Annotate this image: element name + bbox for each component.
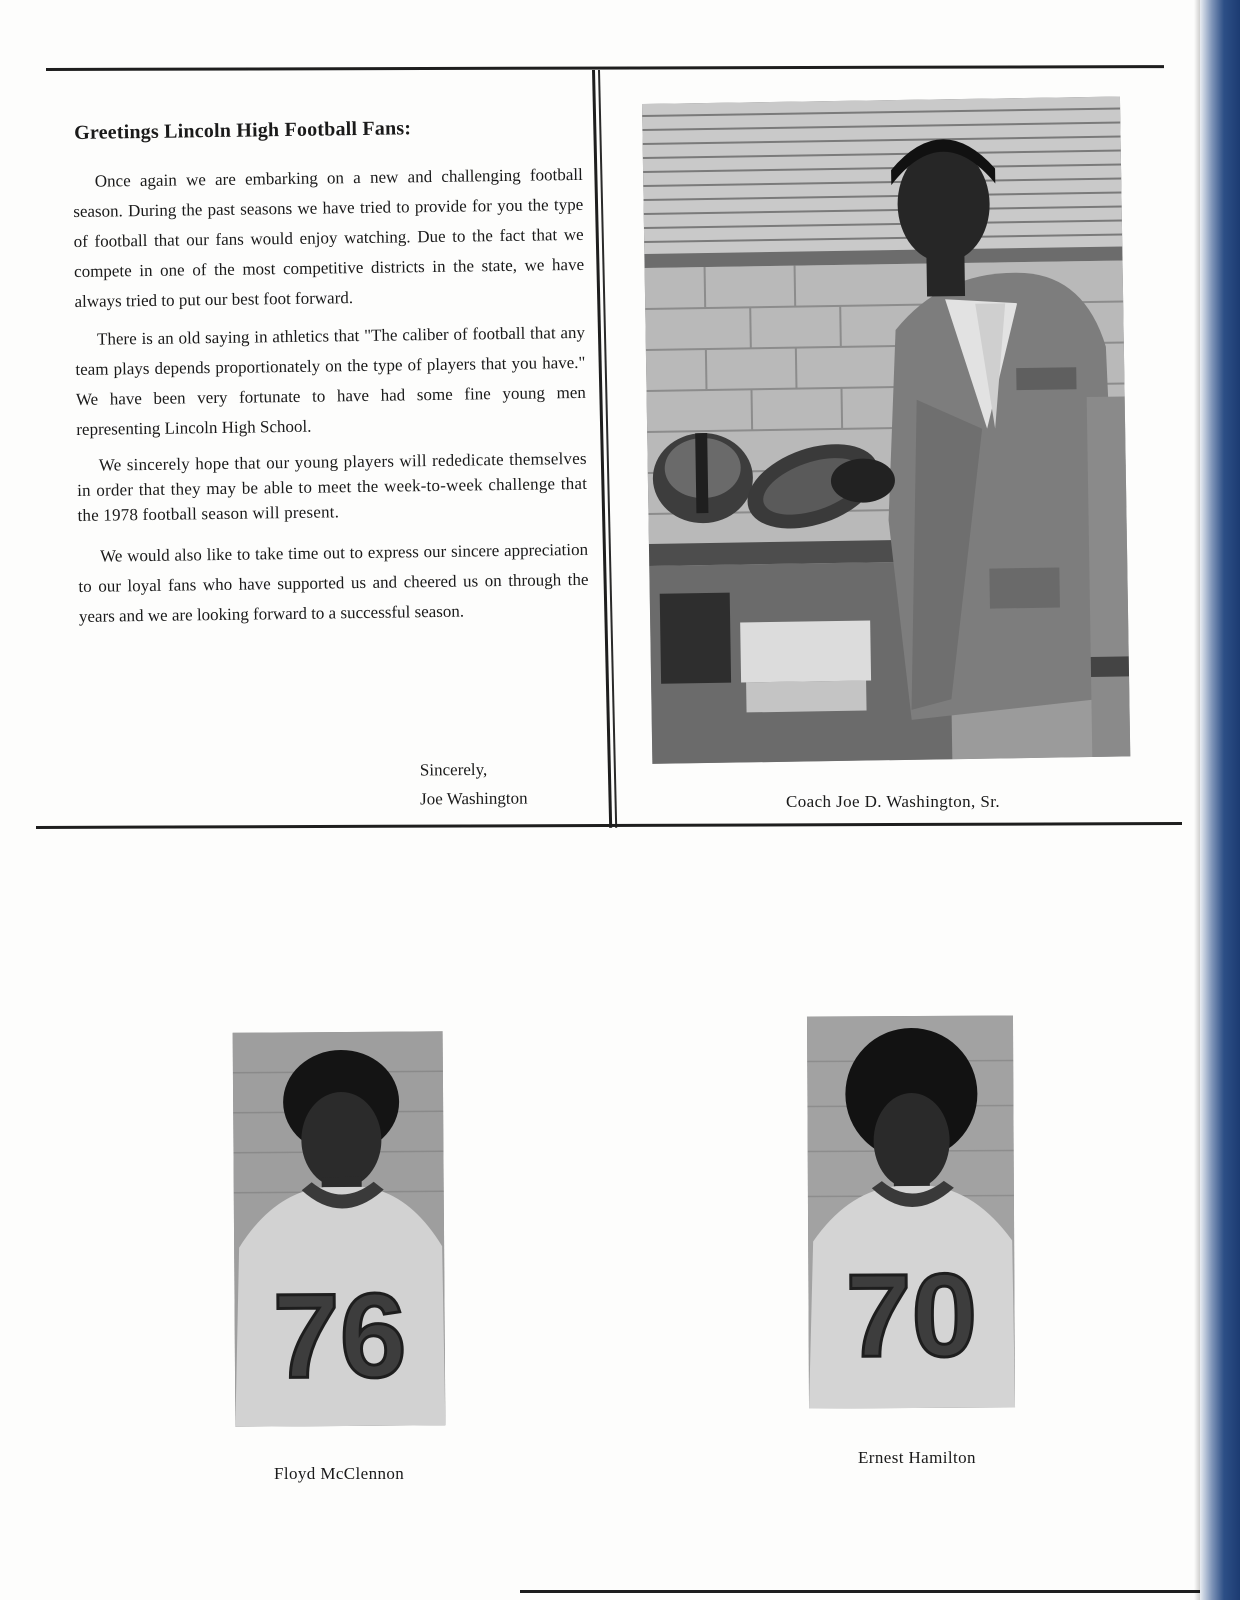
letter-closing: Sincerely, xyxy=(419,759,488,780)
letter-paragraph-4: We would also like to take time out to express our sincere appreciation to our loyal fans who have supported us and cheered us on through the years and we are looking forward to a successful season. xyxy=(78,539,589,626)
letter-heading: Greetings Lincoln High Football Fans: xyxy=(73,117,412,144)
letter-paragraph-3: We sincerely hope that our young players will rededicate themselves in order that they may be able to meet the week-to-week challenge that the 1978 football season will present. xyxy=(77,448,588,525)
letter-signoff xyxy=(420,755,528,814)
letter-signature: Joe Washington xyxy=(420,788,528,809)
coach-caption: Coach Joe D. Washington, Sr. xyxy=(786,792,1000,811)
bottom-rule xyxy=(520,1590,1240,1593)
letter-paragraph-2: There is an old saying in athletics that "The caliber of football that any team plays depends proportionately on the type of players that you have." We have been very fortunate to have had some fine young men representing Lincoln High School. xyxy=(75,322,586,439)
player-photo-ernest xyxy=(807,1015,1015,1408)
player-caption-floyd: Floyd McClennon xyxy=(274,1464,405,1483)
player-photo-floyd xyxy=(233,1031,446,1426)
jersey-number-76: 76 xyxy=(272,1268,407,1404)
book-binding-edge xyxy=(1200,0,1240,1600)
coach-letter xyxy=(72,115,589,640)
letter-paragraph-1: Once again we are embarking on a new and challenging football season. During the past seasons we have tried to provide for you the type of football that our fans would enjoy watching. Due to the fact that we compete in one of the most competitive districts in the state, we have always tried to put our best foot forward. xyxy=(73,164,585,311)
jersey-number-70: 70 xyxy=(845,1249,978,1383)
middle-rule xyxy=(36,822,1182,829)
coach-photo xyxy=(642,96,1130,763)
top-rule xyxy=(46,65,1164,71)
player-caption-ernest: Ernest Hamilton xyxy=(858,1448,976,1467)
